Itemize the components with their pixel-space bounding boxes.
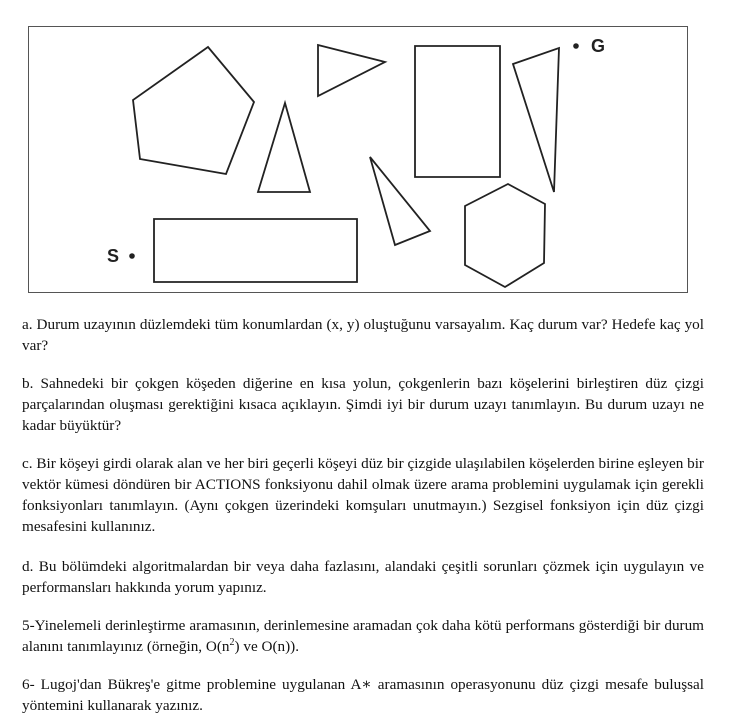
question-d: d. Bu bölümdeki algoritmalardan bir veya daha fazlasını, alandaki çeşitli sorunları çözmek için uygulayın ve performansları hakkında yorum yapınız. [22, 558, 704, 596]
start-point [129, 253, 135, 259]
question-6: 6- Lugoj'dan Bükreş'e gitme problemine uygulanan A∗ aramasının operasyonunu düz çizgi mesafe buluşsal yöntemini kullanarak yazınız. [22, 676, 704, 714]
question-c: c. Bir köşeyi girdi olarak alan ve her biri geçerli köşeyi düz bir çizgide ulaşılabilen köşelerden birine eşleyen bir vektör kümesi döndüren bir ACTIONS fonksiyonu dahil olmak üzere arama problemini uygulamak için gerekli fonksiyonları tanımlayın. (Aynı çokgen üzerindeki komşuları unutmayın.) Sezgisel fonksiyon için düz çizgi mesafesini kullanınız. [22, 455, 704, 535]
question-5-exponent: 2 [229, 636, 235, 648]
quadrilateral-obstacle [318, 45, 385, 96]
goal-point [573, 43, 579, 49]
start-label: S [107, 246, 120, 266]
small-triangle-obstacle [370, 157, 430, 245]
figure-frame [29, 27, 688, 293]
question-b: b. Sahnedeki bir çokgen köşeden diğerine en kısa yolun, çokgenlerin bazı köşelerini birleştiren düz çizgi parçalarından oluşması gerektiğini kısaca açıklayın. Şimdi iyi bir durum uzayı tanımlayın. Bu durum uzayı ne kadar büyüktür? [22, 375, 704, 434]
question-5-text-after: ) ve O(n)). [234, 638, 300, 655]
goal-label: G [591, 36, 606, 56]
hexagon-obstacle [465, 184, 545, 287]
pentagon-obstacle [133, 47, 254, 174]
upright-rectangle-obstacle [415, 46, 500, 177]
question-5 [22, 615, 704, 657]
long-rectangle-obstacle [154, 219, 357, 282]
tall-triangle-obstacle [258, 103, 310, 192]
question-5-text-before: 5-Yinelemeli derinleştirme aramasının, derinlemesine aramadan çok daha kötü performans gösterdiği bir durum alanını tanımlayınız (örneğin, O(n [22, 617, 704, 655]
narrow-quad-obstacle [513, 48, 559, 192]
polygon-scene-figure [28, 26, 688, 293]
question-a: a. Durum uzayının düzlemdeki tüm konumlardan (x, y) oluştuğunu varsayalım. Kaç durum var? Hedefe kaç yol var? [22, 316, 704, 354]
